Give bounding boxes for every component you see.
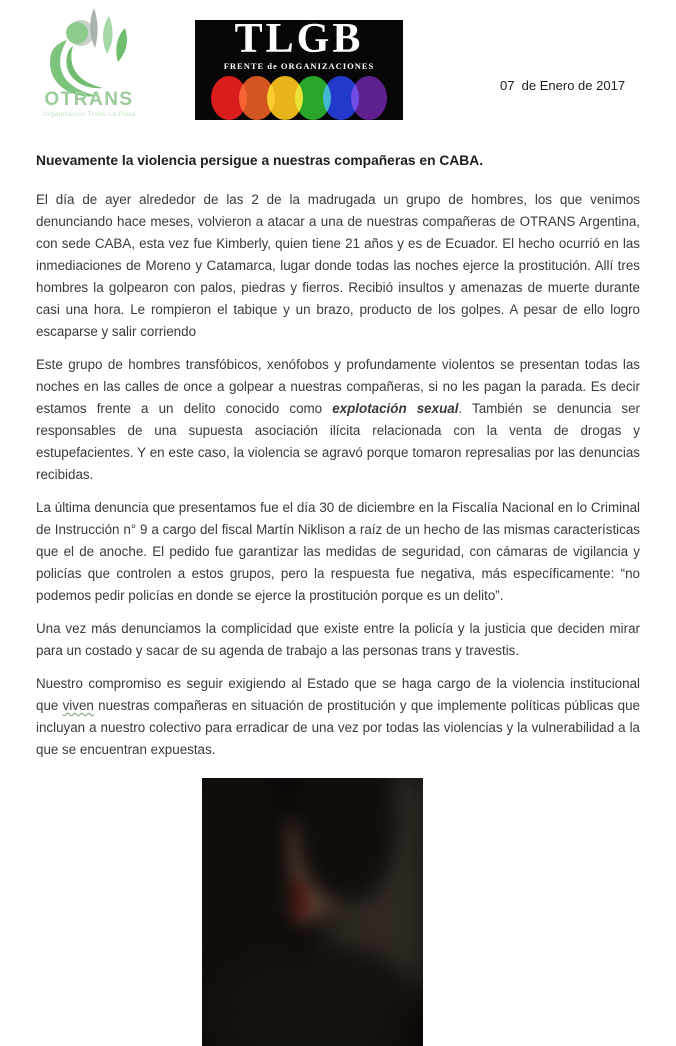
otrans-logo-icon bbox=[37, 6, 141, 102]
paragraph-2-text-cont: . También se denuncia ser responsables de una supuesta asociación ilícita relacionada con la venta de drogas y estupefacientes. Y en este caso, la violencia se agravó porque tomaron represalias por las denuncias recibidas. bbox=[36, 401, 640, 482]
paragraph-5-text: Nuestro compromiso es seguir exigiendo al Estado que se haga cargo de la violencia institucional que bbox=[36, 676, 640, 713]
document-date: 07 de Enero de 2017 bbox=[500, 78, 626, 93]
paragraph-1: El día de ayer alrededor de las 2 de la madrugada un grupo de hombres, los que venimos denunciando hace meses, volvieron a atacar a una de nuestras compañeras de OTRANS Argentina, con sede CABA, esta vez fue Kimberly, quien tiene 21 años y es de Ecuador. El hecho ocurrió en las inmediaciones de Moreno y Catamarca, lugar donde todas las noches ejerce la prostitución. Allí tres hombres la golpearon con palos, piedras y fierros. Recibió insultos y amenazas de muerte durante casi una hora. Le rompieron el tabique y un brazo, producto de los golpes. A pesar de ello logro escaparse y salir corriendo bbox=[36, 192, 640, 339]
emphasis-explotacion-sexual: explotación sexual bbox=[332, 401, 459, 416]
tlgb-logo bbox=[195, 16, 403, 120]
paragraph-2-text: Este grupo de hombres transfóbicos, xenófobos y profundamente violentos se presentan todas las noches en las calles de once a golpear a nuestras compañeras, si no les pagan la parada. Es decir estamos frente a un delito conocido como bbox=[36, 357, 640, 416]
otrans-wordmark: OTRANS bbox=[44, 89, 134, 110]
paragraph-5 bbox=[36, 673, 640, 761]
paragraph-3: La última denuncia que presentamos fue el día 30 de diciembre en la Fiscalía Nacional en lo Criminal de Instrucción n° 9 a cargo del fiscal Martín Niklison a raíz de un hecho de las mismas características que el de anoche. El pedido fue garantizar las medidas de seguridad, con cámaras de vigilancia y policías que controlen a estos grupos, pero la respuesta fue negativa, más específicamente: “no podemos pedir policías en donde se ejerce la prostitución porque es un delito”. bbox=[36, 500, 640, 603]
pride-circle-purple bbox=[351, 76, 387, 120]
tlgb-pride-circles bbox=[215, 76, 383, 120]
tlgb-title: TLGB bbox=[234, 16, 364, 63]
headline: Nuevamente la violencia persigue a nuestras compañeras en CABA. bbox=[36, 153, 484, 168]
paragraph-5-text-cont: nuestras compañeras en situación de prostitución y que implemente políticas públicas que incluyan a nuestro colectivo para erradicar de una vez por todas las violencias y la vulnerabilidad a la que se encuentran expuestas. bbox=[36, 698, 641, 757]
letter-body bbox=[0, 153, 676, 1046]
otrans-logo bbox=[28, 6, 150, 118]
photo-foreground bbox=[215, 945, 409, 1046]
paragraph-4: Una vez más denunciamos la complicidad que existe entre la policía y la justicia que deciden mirar para un costado y sacar de su agenda de trabajo a las personas trans y travestis. bbox=[36, 621, 640, 658]
paragraph-2 bbox=[36, 354, 640, 486]
letterhead bbox=[0, 0, 676, 125]
spellcheck-underlined-word: viven bbox=[62, 698, 94, 713]
tlgb-subtitle: FRENTE de ORGANIZACIONES bbox=[223, 60, 375, 71]
incident-photo bbox=[202, 778, 423, 1046]
otrans-tagline: Organización Trans La Plata bbox=[42, 111, 136, 118]
